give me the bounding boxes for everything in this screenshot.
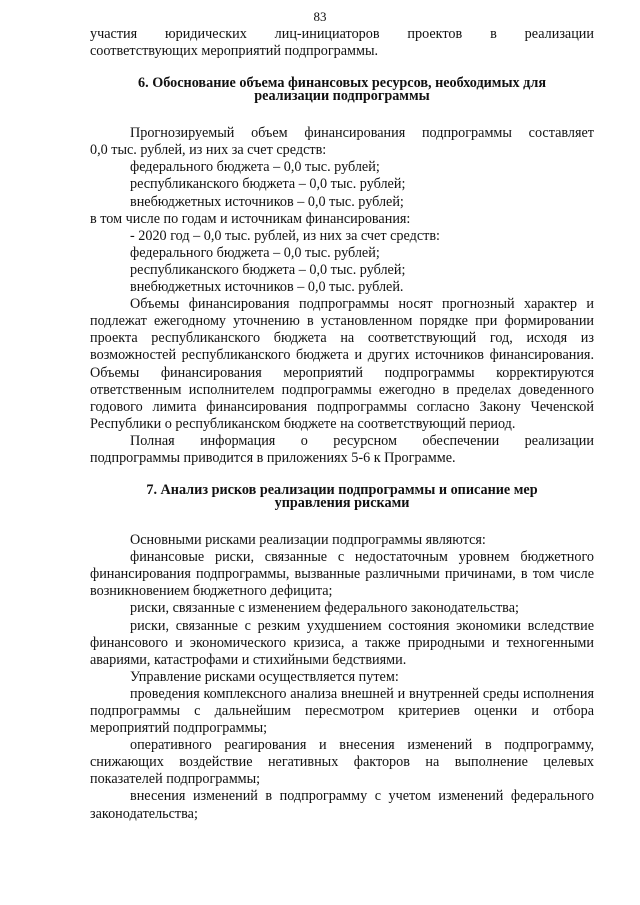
section-7-heading-line-1: 7. Анализ рисков реализации подпрограммы и описание мер	[146, 482, 538, 499]
funding-2020: - 2020 год – 0,0 тыс. рублей, из них за счет средств:	[130, 227, 440, 244]
section-6-p1-line-2: 0,0 тыс. рублей, из них за счет средств:	[90, 142, 327, 159]
funding-by-years: в том числе по годам и источникам финансирования:	[90, 210, 411, 227]
section-6-heading	[90, 77, 594, 103]
funding-extrabudget: внебюджетных источников – 0,0 тыс. рублей;	[130, 193, 404, 210]
section-7-heading-line-2: управления рисками	[274, 495, 410, 512]
section-6-p2: Объемы финансирования подпрограммы носят прогнозный характер и подлежат ежегодному уточнению в установленном порядке при формировании проекта республиканского бюджета на соответствующий год, исходя из возможностей республиканского бюджета и других источников финансирования. Объемы финансирования мероприятий подпрограммы корректируются ответственным исполнителем подпрограммы ежегодно в пределах доведенного годового лимита финансирования подпрограммы согласно Закону Чеченской Республики о республиканском бюджете на соответствующий период.	[90, 296, 594, 432]
section-7-p4: риски, связанные с резким ухудшением состояния экономики вследствие финансового и экономического кризиса, а также природными и техногенными авариями, катастрофами и стихийными бедствиями.	[90, 617, 594, 668]
section-6-p3-line-1: Полная информация о ресурсном обеспечении реализации	[130, 432, 594, 449]
funding-2020-extrabudget: внебюджетных источников – 0,0 тыс. рублей.	[130, 279, 404, 296]
section-7-p6: проведения комплексного анализа внешней и внутренней среды исполнения подпрограммы с дальнейшим пересмотром критериев оценки и отбора мероприятий подпрограммы;	[90, 685, 594, 737]
section-7-p8: внесения изменений в подпрограмму с учетом изменений федерального законодательства;	[90, 788, 594, 822]
intro-line-1: участия юридических лиц-инициаторов проектов в реализации	[90, 26, 594, 42]
funding-2020-republican: республиканского бюджета – 0,0 тыс. рублей;	[130, 261, 406, 278]
section-7-p7: оперативного реагирования и внесения изменений в подпрограмму, снижающих воздействие негативных факторов на выполнение целевых показателей подпрограммы;	[90, 737, 594, 788]
section-6-heading-line-1: 6. Обоснование объема финансовых ресурсов, необходимых для	[138, 75, 546, 92]
section-7-p5: Управление рисками осуществляется путем:	[130, 668, 399, 685]
section-7-heading	[90, 484, 594, 510]
intro-line-2: соответствующих мероприятий подпрограммы.	[90, 43, 379, 60]
section-7-p1: Основными рисками реализации подпрограммы являются:	[130, 532, 486, 549]
funding-republican: республиканского бюджета – 0,0 тыс. рублей;	[130, 176, 406, 193]
section-7-p3: риски, связанные с изменением федерального законодательства;	[130, 600, 519, 617]
section-6-p1-line-1: Прогнозируемый объем финансирования подпрограммы составляет	[130, 125, 594, 142]
section-6-heading-line-2: реализации подпрограммы	[254, 88, 430, 105]
funding-2020-federal: федерального бюджета – 0,0 тыс. рублей;	[130, 244, 380, 261]
section-6-p3-line-2: подпрограммы приводится в приложениях 5-6 к Программе.	[90, 449, 456, 466]
page-content	[90, 26, 594, 823]
page-number: 83	[313, 9, 327, 24]
funding-federal: федерального бюджета – 0,0 тыс. рублей;	[130, 159, 380, 176]
section-7-p2: финансовые риски, связанные с недостаточным уровнем бюджетного финансирования подпрограммы, вызванные различными причинами, в том числе возникновением бюджетного дефицита;	[90, 549, 594, 600]
